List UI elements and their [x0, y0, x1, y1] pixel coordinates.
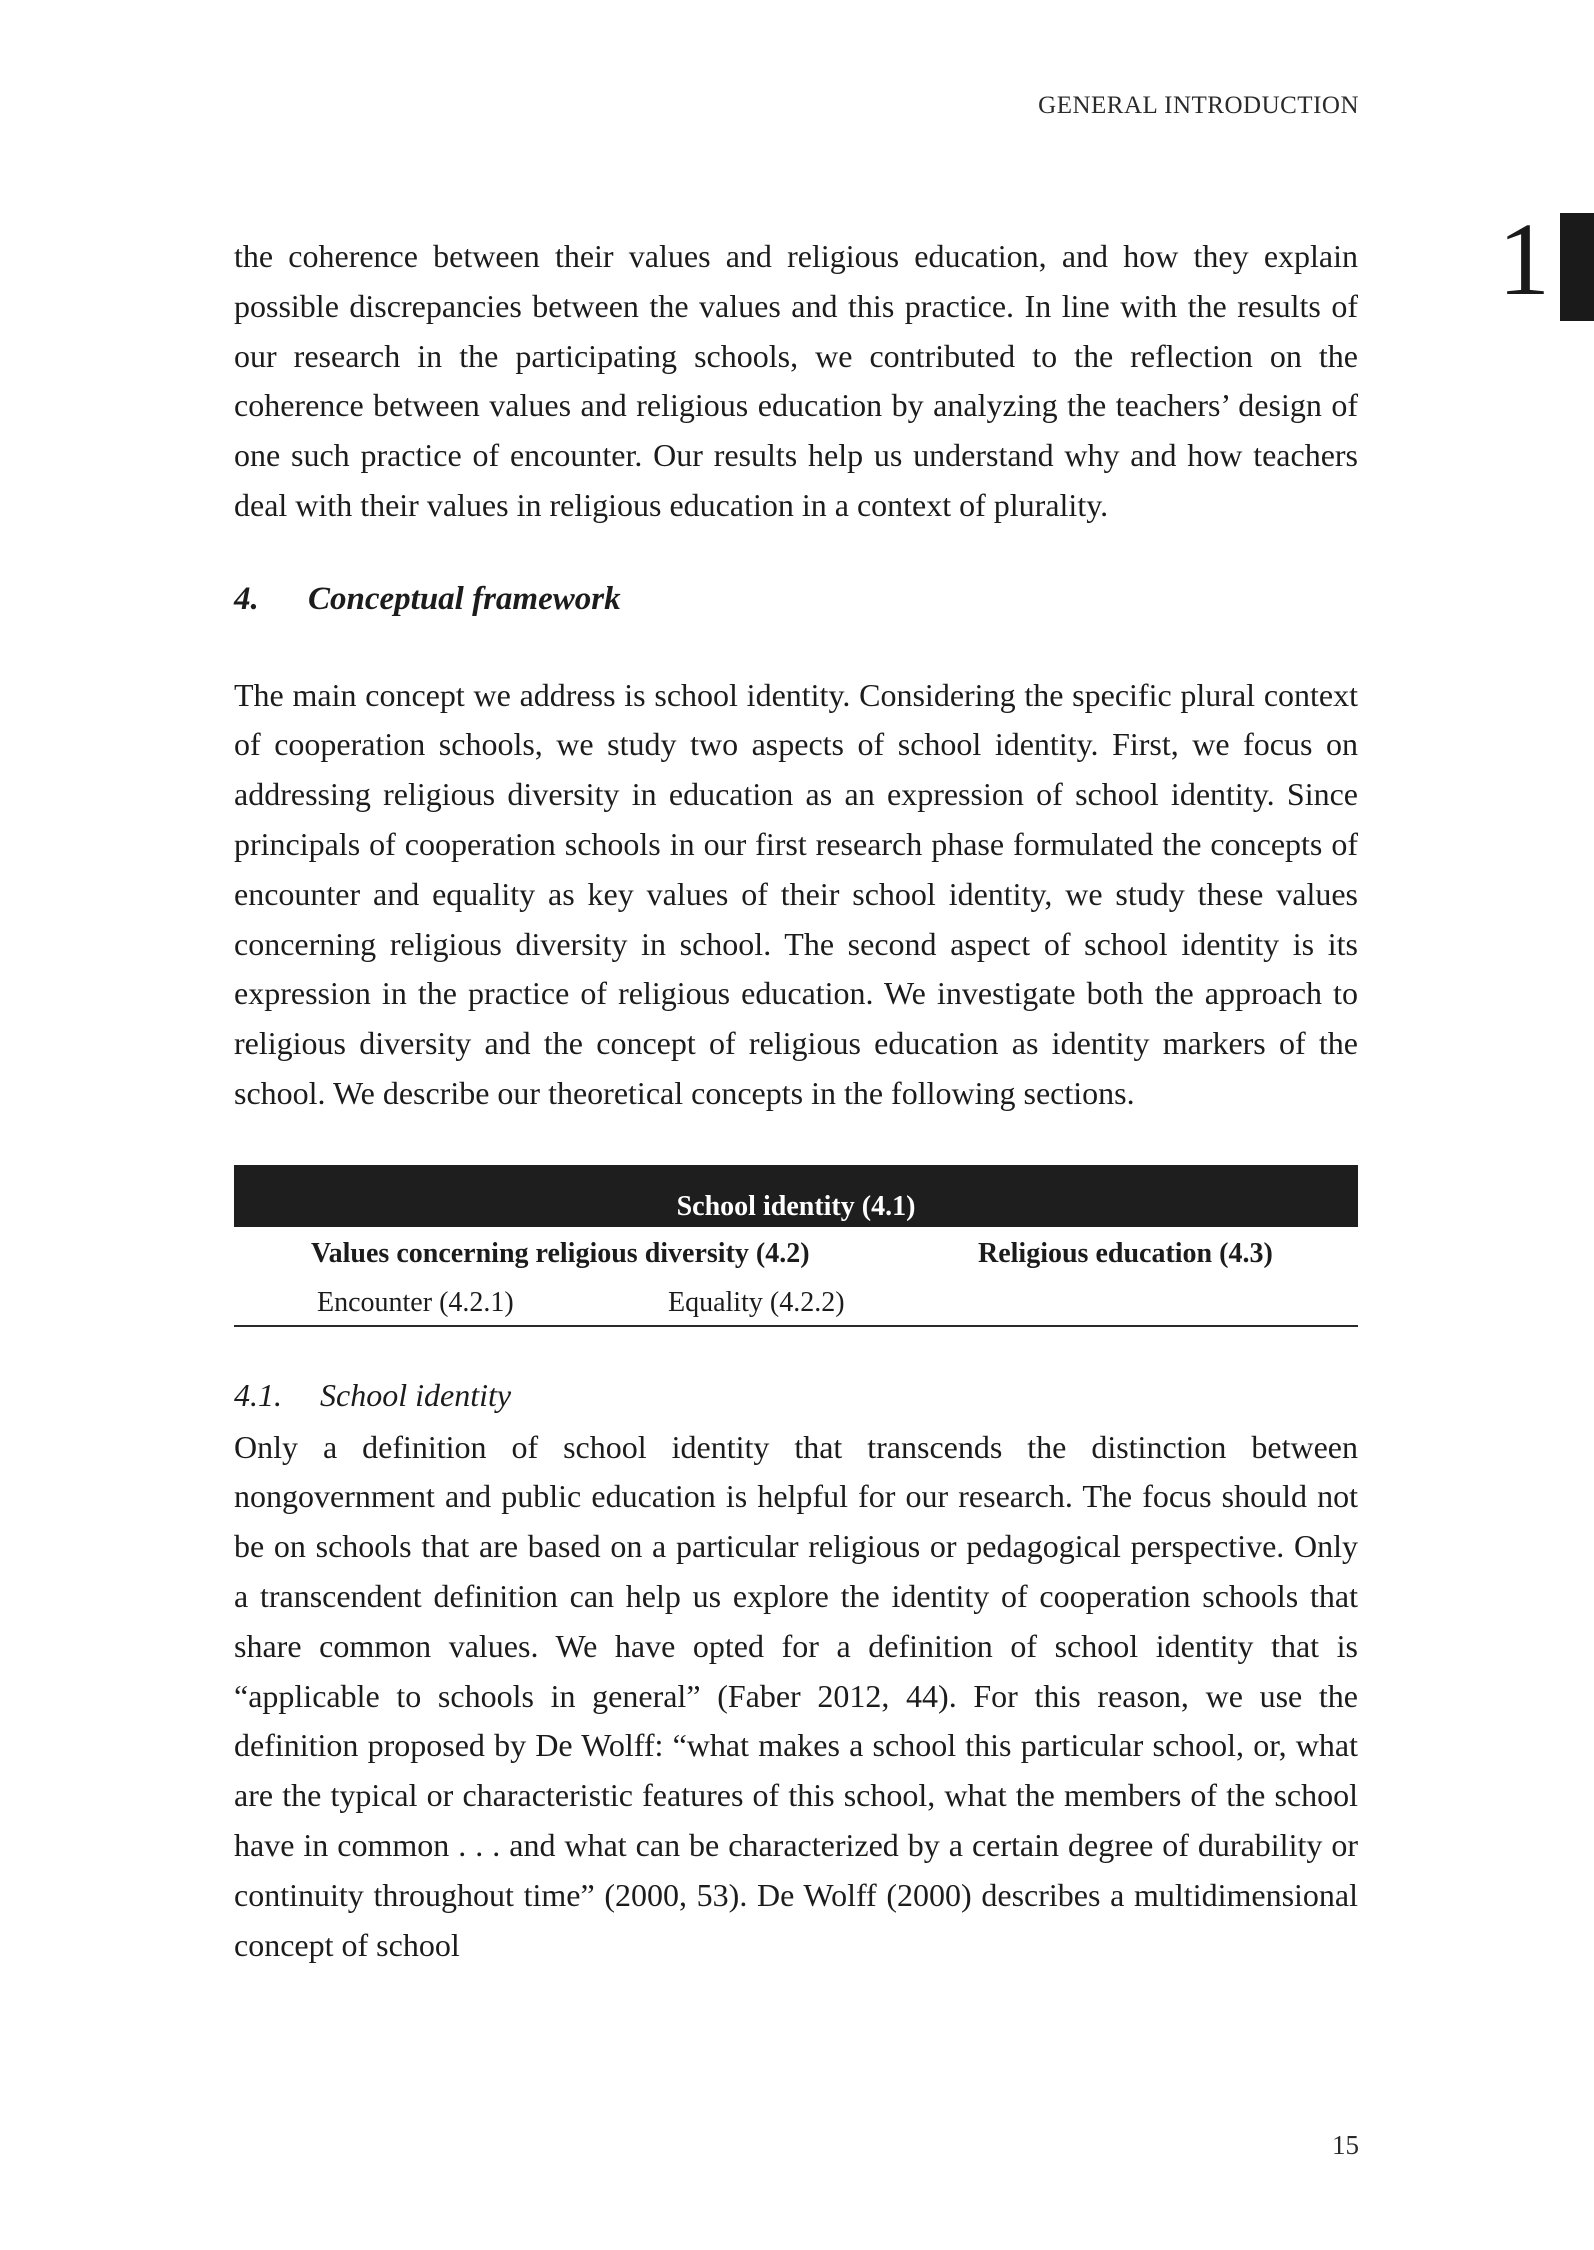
paragraph-intro: the coherence between their values and religious education, and how they explain possible discrepancies between the values and this practice. In line with the results of our research in the participating schools, we contributed to the reflection on the coherence between values and religious education by analyzing the teachers’ design of one such practice of encounter. Our results help us understand why and how teachers deal with their values in religious education in a context of plurality.: [234, 238, 1358, 523]
page-body: [234, 232, 1358, 1970]
framework-table: [234, 1165, 1358, 1327]
framework-encounter-label: Encounter (4.2.1): [317, 1286, 514, 1318]
subsection-title: School identity: [320, 1376, 512, 1413]
framework-bottom-rule: [234, 1325, 1358, 1327]
chapter-tab-marker: [1560, 213, 1594, 321]
framework-row-values: [234, 1276, 1358, 1325]
page-number: 15: [1332, 2130, 1359, 2160]
paragraph-concepts: The main concept we address is school identity. Considering the specific plural context of cooperation schools, we study two aspects of school identity. First, we focus on addressing religious diversity in education as an expression of school identity. Since principals of cooperation schools in our first research phase formulated the concepts of encounter and equality as key values of their school identity, we study these values concerning religious diversity in school. The second aspect of school identity is its expression in the practice of religious education. We investigate both the approach to religious diversity and the concept of religious education as identity markers of the school. We describe our theoretical concepts in the following sections.: [234, 676, 1358, 1111]
paragraph-school-identity: Only a definition of school identity that transcends the distinction between nongovernment and public education is helpful for our research. The focus should not be on schools that are based on a particular religious or pedagogical perspective. Only a transcendent definition can help us explore the identity of cooperation schools that share common values. We have opted for a definition of school identity that is “applicable to schools in general” (Faber 2012, 44). For this reason, we use the definition proposed by De Wolff: “what makes a school this particular school, or, what are the typical or characteristic features of this school, what the members of the school have in common . . . and what can be characterized by a certain degree of durability or continuity throughout time” (2000, 53). De Wolff (2000) describes a multidimensional concept of school: [234, 1428, 1358, 1963]
chapter-number: 1: [1498, 202, 1550, 317]
framework-school-identity: School identity (4.1): [676, 1191, 916, 1223]
running-head: GENERAL INTRODUCTION: [1038, 92, 1359, 119]
framework-equality-label: Equality (4.2.2): [668, 1286, 845, 1318]
subsection-number: 4.1.: [234, 1376, 282, 1413]
section-number: 4.: [234, 580, 259, 617]
framework-top-bar: [234, 1165, 1358, 1227]
section-title: Conceptual framework: [308, 580, 621, 617]
framework-values-label: Values concerning religious diversity (4.2): [311, 1237, 810, 1269]
framework-row-aspects: [234, 1227, 1358, 1276]
framework-religious-education-label: Religious education (4.3): [978, 1237, 1273, 1269]
subsection-heading: [234, 1371, 1358, 1421]
section-heading: [234, 575, 1358, 625]
